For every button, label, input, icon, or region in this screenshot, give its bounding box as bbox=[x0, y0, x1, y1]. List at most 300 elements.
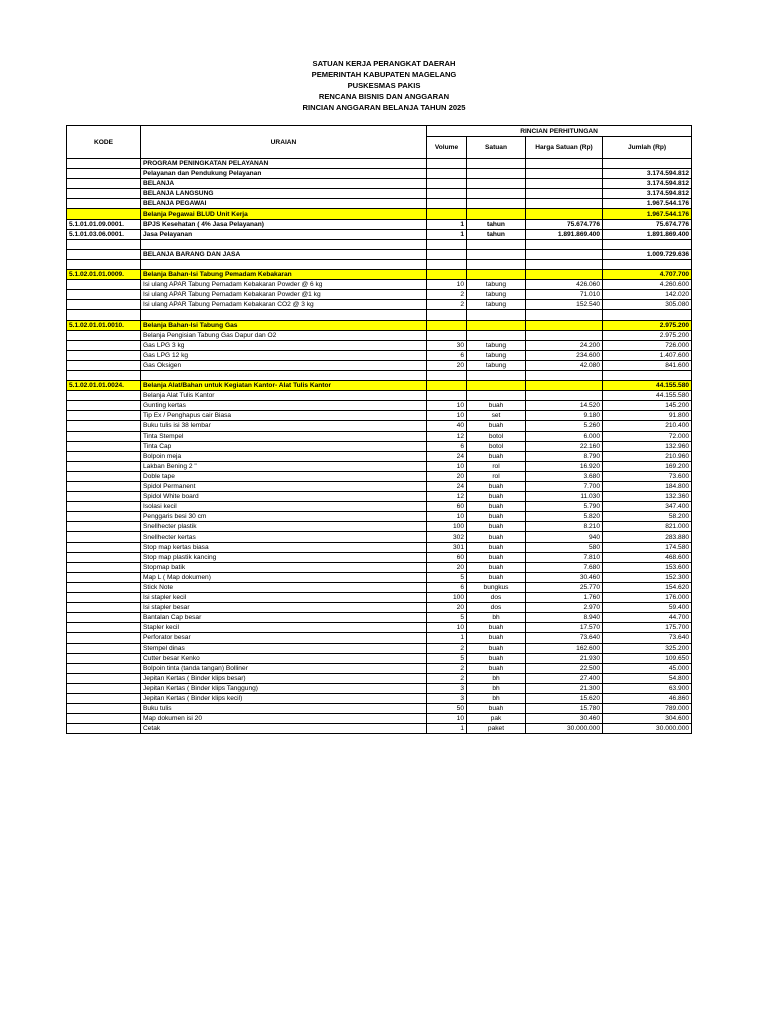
cell-harga: 426.060 bbox=[526, 280, 603, 290]
cell-harga: 234.600 bbox=[526, 350, 603, 360]
table-row bbox=[67, 229, 692, 239]
cell-jumlah: 145.200 bbox=[603, 401, 692, 411]
cell-volume: 3 bbox=[427, 693, 467, 703]
cell-kode bbox=[67, 421, 141, 431]
table-row bbox=[67, 421, 692, 431]
table-row bbox=[67, 381, 692, 391]
cell-uraian: Spidol White board bbox=[141, 492, 427, 502]
cell-volume: 302 bbox=[427, 532, 467, 542]
cell-jumlah: 2.975.200 bbox=[603, 330, 692, 340]
cell-jumlah: 44.700 bbox=[603, 613, 692, 623]
cell-jumlah: 4.260.600 bbox=[603, 280, 692, 290]
cell-volume: 2 bbox=[427, 673, 467, 683]
cell-kode bbox=[67, 461, 141, 471]
cell-uraian: Jepitan Kertas ( Binder klips besar) bbox=[141, 673, 427, 683]
table-body bbox=[67, 159, 692, 734]
cell-kode bbox=[67, 603, 141, 613]
cell-satuan: buah bbox=[467, 512, 526, 522]
cell-harga: 27.400 bbox=[526, 673, 603, 683]
cell-volume: 5 bbox=[427, 653, 467, 663]
cell-kode bbox=[67, 199, 141, 209]
cell-satuan: buah bbox=[467, 663, 526, 673]
cell-kode bbox=[67, 330, 141, 340]
cell-satuan: tabung bbox=[467, 360, 526, 370]
table-row bbox=[67, 512, 692, 522]
cell-kode bbox=[67, 724, 141, 734]
table-row bbox=[67, 663, 692, 673]
cell-harga: 6.000 bbox=[526, 431, 603, 441]
cell-satuan: buah bbox=[467, 552, 526, 562]
header-satuan: Satuan bbox=[467, 137, 526, 159]
cell-jumlah: 153.600 bbox=[603, 562, 692, 572]
cell-jumlah: 3.174.594.812 bbox=[603, 189, 692, 199]
cell-satuan: buah bbox=[467, 532, 526, 542]
cell-volume: 10 bbox=[427, 401, 467, 411]
cell-harga: 17.570 bbox=[526, 623, 603, 633]
cell-volume bbox=[427, 199, 467, 209]
cell-harga bbox=[526, 189, 603, 199]
table-row bbox=[67, 623, 692, 633]
cell-uraian: PROGRAM PENINGKATAN PELAYANAN bbox=[141, 159, 427, 169]
cell-volume: 10 bbox=[427, 623, 467, 633]
cell-satuan: rol bbox=[467, 461, 526, 471]
cell-harga: 2.970 bbox=[526, 603, 603, 613]
cell-uraian: Isi stapler besar bbox=[141, 603, 427, 613]
cell-harga: 940 bbox=[526, 532, 603, 542]
cell-harga: 7.700 bbox=[526, 482, 603, 492]
cell-jumlah: 75.674.776 bbox=[603, 219, 692, 229]
cell-uraian: Snellhecter plastik bbox=[141, 522, 427, 532]
cell-volume: 6 bbox=[427, 582, 467, 592]
cell-uraian: Isi stapler kecil bbox=[141, 593, 427, 603]
cell-harga: 75.674.776 bbox=[526, 219, 603, 229]
cell-uraian: Isi ulang APAR Tabung Pemadam Kebakaran Powder @1 kg bbox=[141, 290, 427, 300]
cell-uraian bbox=[141, 370, 427, 380]
cell-harga bbox=[526, 209, 603, 219]
cell-kode bbox=[67, 714, 141, 724]
cell-satuan: bungkus bbox=[467, 582, 526, 592]
cell-volume: 1 bbox=[427, 633, 467, 643]
cell-jumlah: 142.020 bbox=[603, 290, 692, 300]
cell-satuan bbox=[467, 169, 526, 179]
cell-uraian: Pelayanan dan Pendukung Pelayanan bbox=[141, 169, 427, 179]
cell-uraian: Doble tape bbox=[141, 471, 427, 481]
cell-kode bbox=[67, 360, 141, 370]
cell-jumlah: 59.400 bbox=[603, 603, 692, 613]
cell-kode bbox=[67, 552, 141, 562]
cell-kode bbox=[67, 683, 141, 693]
cell-uraian: Bolpoin meja bbox=[141, 451, 427, 461]
cell-jumlah: 1.967.544.176 bbox=[603, 199, 692, 209]
cell-volume bbox=[427, 179, 467, 189]
cell-kode bbox=[67, 280, 141, 290]
table-row bbox=[67, 633, 692, 643]
cell-kode: 5.1.01.03.06.0001. bbox=[67, 229, 141, 239]
cell-uraian: Bantalan Cap besar bbox=[141, 613, 427, 623]
cell-kode bbox=[67, 350, 141, 360]
cell-jumlah: 175.700 bbox=[603, 623, 692, 633]
cell-satuan: buah bbox=[467, 492, 526, 502]
cell-volume bbox=[427, 209, 467, 219]
table-row bbox=[67, 169, 692, 179]
cell-harga: 7.680 bbox=[526, 562, 603, 572]
cell-volume bbox=[427, 239, 467, 249]
table-row bbox=[67, 643, 692, 653]
cell-satuan bbox=[467, 270, 526, 280]
cell-harga bbox=[526, 239, 603, 249]
cell-jumlah: 468.600 bbox=[603, 552, 692, 562]
cell-uraian: Cetak bbox=[141, 724, 427, 734]
cell-volume: 6 bbox=[427, 350, 467, 360]
cell-jumlah: 44.155.580 bbox=[603, 391, 692, 401]
cell-harga bbox=[526, 330, 603, 340]
cell-uraian: Jepitan Kertas ( Binder klips kecil) bbox=[141, 693, 427, 703]
cell-jumlah: 30.000.000 bbox=[603, 724, 692, 734]
cell-volume: 20 bbox=[427, 562, 467, 572]
cell-satuan bbox=[467, 259, 526, 269]
table-row bbox=[67, 350, 692, 360]
cell-uraian: Buku tulis bbox=[141, 704, 427, 714]
cell-uraian bbox=[141, 310, 427, 320]
cell-uraian: Buku tulis isi 38 lembar bbox=[141, 421, 427, 431]
cell-satuan bbox=[467, 209, 526, 219]
cell-harga: 8.940 bbox=[526, 613, 603, 623]
cell-satuan bbox=[467, 239, 526, 249]
table-row bbox=[67, 340, 692, 350]
cell-jumlah: 72.000 bbox=[603, 431, 692, 441]
cell-kode bbox=[67, 643, 141, 653]
cell-satuan bbox=[467, 310, 526, 320]
cell-satuan: botol bbox=[467, 431, 526, 441]
cell-harga bbox=[526, 381, 603, 391]
cell-jumlah: 347.400 bbox=[603, 502, 692, 512]
cell-harga: 9.180 bbox=[526, 411, 603, 421]
cell-kode bbox=[67, 593, 141, 603]
cell-kode bbox=[67, 340, 141, 350]
cell-kode: 5.1.02.01.01.0010. bbox=[67, 320, 141, 330]
cell-volume bbox=[427, 259, 467, 269]
cell-harga: 7.810 bbox=[526, 552, 603, 562]
cell-volume: 10 bbox=[427, 512, 467, 522]
cell-kode bbox=[67, 370, 141, 380]
header-line-4: RENCANA BISNIS DAN ANGGARAN bbox=[318, 92, 450, 101]
table-row bbox=[67, 209, 692, 219]
table-row bbox=[67, 290, 692, 300]
table-row bbox=[67, 613, 692, 623]
table-row bbox=[67, 239, 692, 249]
cell-satuan: buah bbox=[467, 562, 526, 572]
cell-harga: 5.260 bbox=[526, 421, 603, 431]
cell-volume: 30 bbox=[427, 340, 467, 350]
cell-kode bbox=[67, 693, 141, 703]
cell-kode bbox=[67, 704, 141, 714]
cell-jumlah: 1.407.600 bbox=[603, 350, 692, 360]
cell-volume bbox=[427, 310, 467, 320]
cell-harga: 580 bbox=[526, 542, 603, 552]
cell-satuan bbox=[467, 199, 526, 209]
cell-uraian: Jepitan Kertas ( Binder klips Tanggung) bbox=[141, 683, 427, 693]
cell-volume: 10 bbox=[427, 280, 467, 290]
header-uraian: URAIAN bbox=[141, 126, 427, 159]
cell-uraian: Gas LPG 3 kg bbox=[141, 340, 427, 350]
cell-kode bbox=[67, 401, 141, 411]
cell-uraian: Tip Ex / Penghapus cair Biasa bbox=[141, 411, 427, 421]
header-volume: Volume bbox=[427, 137, 467, 159]
cell-harga: 24.200 bbox=[526, 340, 603, 350]
cell-satuan bbox=[467, 391, 526, 401]
table-row bbox=[67, 522, 692, 532]
table-row bbox=[67, 461, 692, 471]
cell-volume: 24 bbox=[427, 482, 467, 492]
cell-volume: 1 bbox=[427, 229, 467, 239]
cell-volume: 12 bbox=[427, 492, 467, 502]
cell-volume: 301 bbox=[427, 542, 467, 552]
cell-harga: 8.210 bbox=[526, 522, 603, 532]
cell-satuan bbox=[467, 330, 526, 340]
cell-harga: 21.300 bbox=[526, 683, 603, 693]
table-row bbox=[67, 411, 692, 421]
cell-jumlah: 58.200 bbox=[603, 512, 692, 522]
cell-jumlah: 73.640 bbox=[603, 633, 692, 643]
cell-volume: 20 bbox=[427, 360, 467, 370]
cell-harga bbox=[526, 391, 603, 401]
table-row bbox=[67, 532, 692, 542]
cell-uraian: Gas LPG 12 kg bbox=[141, 350, 427, 360]
header-line-5: RINCIAN ANGGARAN BELANJA TAHUN 2025 bbox=[302, 103, 466, 112]
cell-jumlah: 3.174.594.812 bbox=[603, 169, 692, 179]
cell-satuan: buah bbox=[467, 482, 526, 492]
cell-jumlah bbox=[603, 370, 692, 380]
cell-kode: 5.1.02.01.01.0024. bbox=[67, 381, 141, 391]
cell-harga: 30.000.000 bbox=[526, 724, 603, 734]
cell-harga: 71.010 bbox=[526, 290, 603, 300]
cell-satuan: dos bbox=[467, 593, 526, 603]
table-row bbox=[67, 300, 692, 310]
cell-uraian: Perforator besar bbox=[141, 633, 427, 643]
cell-satuan: tabung bbox=[467, 350, 526, 360]
cell-kode bbox=[67, 502, 141, 512]
cell-satuan: buah bbox=[467, 653, 526, 663]
cell-satuan: buah bbox=[467, 542, 526, 552]
cell-kode bbox=[67, 633, 141, 643]
cell-harga: 42.080 bbox=[526, 360, 603, 370]
cell-jumlah: 73.600 bbox=[603, 471, 692, 481]
cell-volume bbox=[427, 159, 467, 169]
cell-volume bbox=[427, 270, 467, 280]
cell-jumlah: 210.400 bbox=[603, 421, 692, 431]
table-row bbox=[67, 451, 692, 461]
cell-kode bbox=[67, 451, 141, 461]
cell-uraian bbox=[141, 259, 427, 269]
cell-satuan: tabung bbox=[467, 290, 526, 300]
cell-harga: 30.460 bbox=[526, 714, 603, 724]
cell-uraian: Belanja Bahan-Isi Tabung Pemadam Kebakaran bbox=[141, 270, 427, 280]
cell-harga: 21.930 bbox=[526, 653, 603, 663]
table-row bbox=[67, 320, 692, 330]
cell-harga: 73.640 bbox=[526, 633, 603, 643]
cell-volume: 1 bbox=[427, 219, 467, 229]
cell-volume: 100 bbox=[427, 593, 467, 603]
header-line-1: SATUAN KERJA PERANGKAT DAERAH bbox=[312, 59, 456, 68]
cell-kode bbox=[67, 512, 141, 522]
cell-kode bbox=[67, 179, 141, 189]
cell-jumlah bbox=[603, 310, 692, 320]
table-row bbox=[67, 653, 692, 663]
table-row bbox=[67, 582, 692, 592]
cell-jumlah: 45.000 bbox=[603, 663, 692, 673]
table-row bbox=[67, 552, 692, 562]
cell-jumlah: 821.000 bbox=[603, 522, 692, 532]
table-row bbox=[67, 370, 692, 380]
cell-satuan: buah bbox=[467, 522, 526, 532]
cell-uraian: BELANJA BARANG DAN JASA bbox=[141, 249, 427, 259]
cell-uraian: Stop map kertas biasa bbox=[141, 542, 427, 552]
cell-harga: 3.680 bbox=[526, 471, 603, 481]
cell-satuan bbox=[467, 370, 526, 380]
cell-jumlah: 174.580 bbox=[603, 542, 692, 552]
cell-uraian: Map L ( Map dokumen) bbox=[141, 572, 427, 582]
cell-uraian: Snellhecter kertas bbox=[141, 532, 427, 542]
table-row bbox=[67, 542, 692, 552]
cell-kode bbox=[67, 290, 141, 300]
cell-harga: 15.780 bbox=[526, 704, 603, 714]
cell-kode bbox=[67, 572, 141, 582]
cell-harga: 11.030 bbox=[526, 492, 603, 502]
table-row bbox=[67, 492, 692, 502]
table-row bbox=[67, 219, 692, 229]
cell-harga bbox=[526, 370, 603, 380]
cell-kode bbox=[67, 189, 141, 199]
cell-satuan bbox=[467, 249, 526, 259]
cell-jumlah: 184.800 bbox=[603, 482, 692, 492]
cell-volume: 2 bbox=[427, 663, 467, 673]
cell-volume bbox=[427, 169, 467, 179]
header-jumlah: Jumlah (Rp) bbox=[603, 137, 692, 159]
table-row bbox=[67, 310, 692, 320]
cell-harga: 15.620 bbox=[526, 693, 603, 703]
table-row bbox=[67, 693, 692, 703]
cell-volume: 20 bbox=[427, 471, 467, 481]
budget-table bbox=[66, 125, 692, 734]
cell-kode bbox=[67, 159, 141, 169]
cell-kode bbox=[67, 653, 141, 663]
table-row bbox=[67, 270, 692, 280]
cell-kode bbox=[67, 492, 141, 502]
cell-harga bbox=[526, 320, 603, 330]
cell-uraian: Gas Oksigen bbox=[141, 360, 427, 370]
cell-uraian: Map dokumen isi 20 bbox=[141, 714, 427, 724]
cell-volume bbox=[427, 391, 467, 401]
cell-jumlah: 2.975.200 bbox=[603, 320, 692, 330]
cell-volume: 100 bbox=[427, 522, 467, 532]
cell-volume: 10 bbox=[427, 411, 467, 421]
cell-satuan: tahun bbox=[467, 219, 526, 229]
cell-harga bbox=[526, 179, 603, 189]
cell-uraian: Penggaris besi 30 cm bbox=[141, 512, 427, 522]
document-header bbox=[0, 58, 768, 113]
cell-volume: 60 bbox=[427, 552, 467, 562]
cell-volume: 5 bbox=[427, 613, 467, 623]
cell-uraian: Spidol Permanent bbox=[141, 482, 427, 492]
cell-volume: 10 bbox=[427, 461, 467, 471]
table-row bbox=[67, 199, 692, 209]
cell-satuan: dos bbox=[467, 603, 526, 613]
cell-uraian: BPJS Kesehatan ( 4% Jasa Pelayanan) bbox=[141, 219, 427, 229]
cell-harga: 1.760 bbox=[526, 593, 603, 603]
cell-jumlah: 3.174.594.812 bbox=[603, 179, 692, 189]
cell-satuan: buah bbox=[467, 572, 526, 582]
cell-harga: 162.600 bbox=[526, 643, 603, 653]
cell-jumlah: 63.900 bbox=[603, 683, 692, 693]
cell-jumlah: 44.155.580 bbox=[603, 381, 692, 391]
cell-harga: 30.460 bbox=[526, 572, 603, 582]
cell-volume: 10 bbox=[427, 714, 467, 724]
cell-harga: 5.820 bbox=[526, 512, 603, 522]
table-row bbox=[67, 704, 692, 714]
cell-harga bbox=[526, 169, 603, 179]
cell-harga bbox=[526, 159, 603, 169]
cell-kode bbox=[67, 623, 141, 633]
cell-harga bbox=[526, 310, 603, 320]
cell-harga: 16.920 bbox=[526, 461, 603, 471]
cell-satuan bbox=[467, 381, 526, 391]
table-row bbox=[67, 502, 692, 512]
cell-jumlah: 210.960 bbox=[603, 451, 692, 461]
cell-kode bbox=[67, 562, 141, 572]
cell-jumlah: 841.600 bbox=[603, 360, 692, 370]
cell-harga: 1.891.869.400 bbox=[526, 229, 603, 239]
cell-volume: 2 bbox=[427, 643, 467, 653]
cell-volume: 6 bbox=[427, 441, 467, 451]
cell-volume: 40 bbox=[427, 421, 467, 431]
cell-satuan bbox=[467, 189, 526, 199]
cell-jumlah: 1.891.869.400 bbox=[603, 229, 692, 239]
cell-harga: 8.790 bbox=[526, 451, 603, 461]
cell-satuan: tahun bbox=[467, 229, 526, 239]
cell-kode bbox=[67, 522, 141, 532]
cell-satuan bbox=[467, 320, 526, 330]
table-row bbox=[67, 259, 692, 269]
cell-jumlah: 54.800 bbox=[603, 673, 692, 683]
header-line-2: PEMERINTAH KABUPATEN MAGELANG bbox=[311, 70, 457, 79]
cell-uraian: Belanja Pengisian Tabung Gas Dapur dan O2 bbox=[141, 330, 427, 340]
table-row bbox=[67, 189, 692, 199]
cell-satuan: buah bbox=[467, 643, 526, 653]
cell-harga: 5.790 bbox=[526, 502, 603, 512]
header-line-3: PUSKESMAS PAKIS bbox=[347, 81, 421, 90]
cell-kode bbox=[67, 169, 141, 179]
cell-uraian: Belanja Bahan-Isi Tabung Gas bbox=[141, 320, 427, 330]
cell-uraian: Bolpoin tinta (tanda tangan) Bolliner bbox=[141, 663, 427, 673]
table-row bbox=[67, 431, 692, 441]
table-row bbox=[67, 330, 692, 340]
cell-uraian: BELANJA LANGSUNG bbox=[141, 189, 427, 199]
cell-volume: 5 bbox=[427, 572, 467, 582]
cell-harga bbox=[526, 270, 603, 280]
cell-uraian: Isi ulang APAR Tabung Pemadam Kebakaran Powder @ 6 kg bbox=[141, 280, 427, 290]
cell-volume bbox=[427, 381, 467, 391]
cell-harga bbox=[526, 199, 603, 209]
cell-uraian: Gunting kertas bbox=[141, 401, 427, 411]
cell-kode bbox=[67, 249, 141, 259]
cell-uraian: Belanja Alat Tulis Kantor bbox=[141, 391, 427, 401]
cell-kode: 5.1.02.01.01.0009. bbox=[67, 270, 141, 280]
cell-volume: 1 bbox=[427, 724, 467, 734]
table-row bbox=[67, 280, 692, 290]
cell-uraian: Tinta Cap bbox=[141, 441, 427, 451]
cell-satuan: set bbox=[467, 411, 526, 421]
cell-satuan: tabung bbox=[467, 340, 526, 350]
